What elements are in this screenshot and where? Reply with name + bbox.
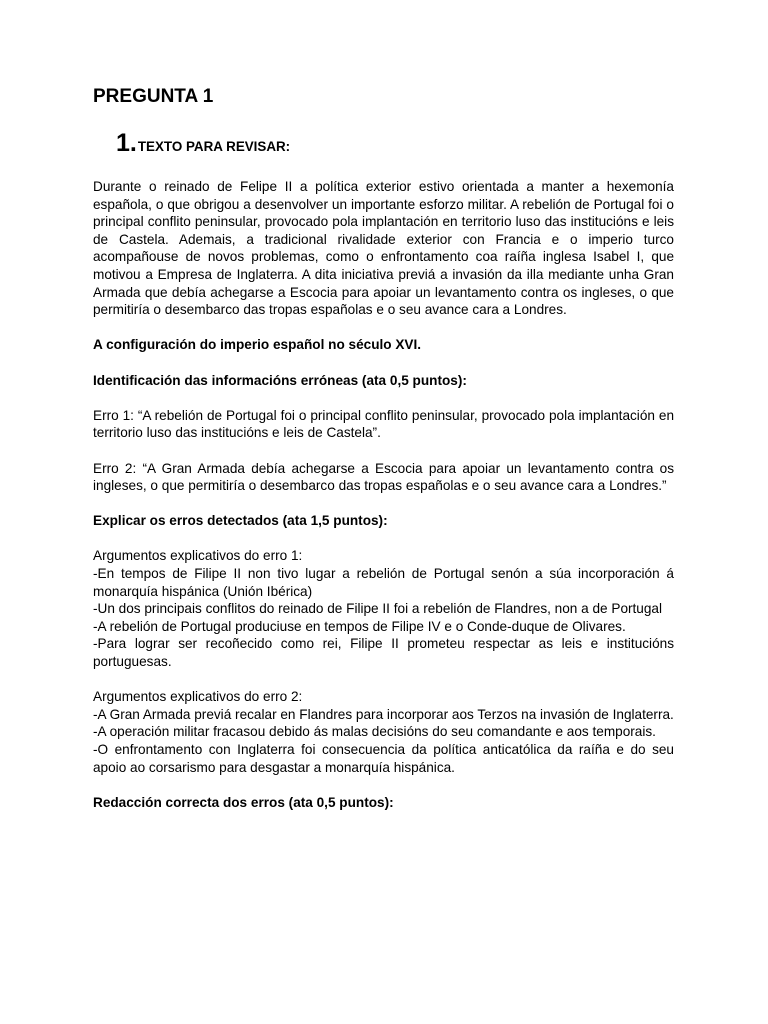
page-title: PREGUNTA 1	[93, 86, 214, 107]
arguments-1-heading: Argumentos explicativos do erro 1:	[93, 548, 303, 564]
argument-item: -Un dos principais conflitos do reinado de Filipe II foi a rebelión de Flandres, non a de Portugal	[93, 601, 663, 617]
argument-item: -En tempos de Filipe II non tivo lugar a rebelión de Portugal senón a súa incorporación á monarquía hispánica (Unión Ibérica)	[93, 566, 674, 599]
argument-item: -A rebelión de Portugal produciuse en tempos de Filipe IV e o Conde-duque de Olivares.	[93, 618, 626, 634]
argument-item: -A Gran Armada previá recalar en Flandres para incorporar aos Terzos na invasión de Inglaterra.	[93, 706, 674, 722]
error-2-paragraph: Erro 2: “A Gran Armada debía achegarse a Escocia para apoiar un levantamento contra os ingleses, o que permitiría o desembarco das tropas españolas e o seu avance cara a Londres.”	[93, 460, 674, 494]
error-1-paragraph: Erro 1: “A rebelión de Portugal foi o principal conflito peninsular, provocado pola implantación en territorio luso das institucións e leis de Castela”.	[93, 407, 674, 441]
section-heading	[116, 129, 290, 158]
argument-item: -O enfrontamento con Inglaterra foi consecuencia da política anticatólica da raíña e do seu apoio ao corsarismo para desgastar a monarquía hispánica.	[93, 742, 674, 775]
topic-heading: A configuración do imperio español no século XVI.	[93, 337, 422, 353]
correction-heading: Redacción correcta dos erros (ata 0,5 puntos):	[93, 794, 394, 810]
section-label: TEXTO PARA REVISAR:	[137, 139, 291, 154]
section-number: 1.	[116, 129, 137, 157]
intro-paragraph: Durante o reinado de Felipe II a política exterior estivo orientada a manter a hexemonía española, o que obrigou a desenvolver un importante esforzo militar. A rebelión de Portugal foi o principal conflito peninsular, provocado pola implantación en territorio luso das institucións e leis de Castela. Ademais, a tradicional rivalidade exterior con Francia e o imperio turco acompañouse de novos problemas, como o enfrontamento coa raíña inglesa Isabel I, que motivou a Empresa de Inglaterra. A dita iniciativa previá a invasión da illa mediante unha Gran Armada que debía achegarse a Escocia para apoiar un levantamento contra os ingleses, o que permitiría o desembarco das tropas españolas e o seu avance cara a Londres.	[93, 179, 674, 318]
argument-item: -Para lograr ser recoñecido como rei, Filipe II prometeu respectar as leis e institucións portuguesas.	[93, 636, 674, 670]
document-body	[93, 178, 674, 811]
identification-heading: Identificación das informacións erróneas (ata 0,5 puntos):	[93, 372, 467, 388]
explain-heading: Explicar os erros detectados (ata 1,5 puntos):	[93, 513, 388, 529]
argument-item: -A operación militar fracasou debido ás malas decisións do seu comandante e aos temporais.	[93, 724, 656, 740]
arguments-2-heading: Argumentos explicativos do erro 2:	[93, 689, 303, 705]
